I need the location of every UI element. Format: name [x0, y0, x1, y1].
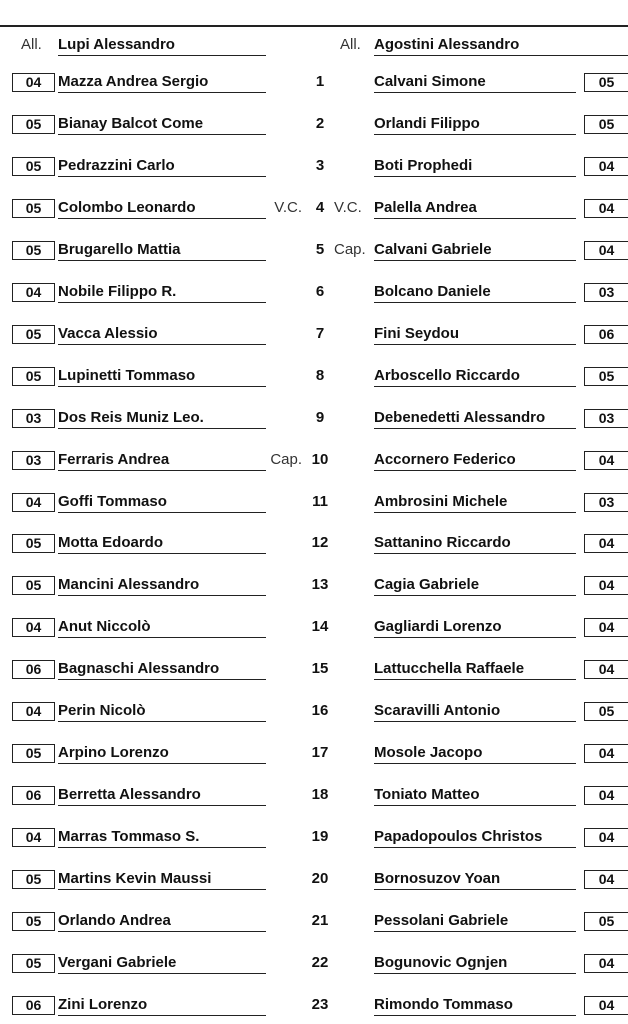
away-player-name: Bogunovic Ognjen — [374, 954, 576, 974]
player-row — [0, 155, 628, 181]
away-player-name: Ambrosini Michele — [374, 493, 576, 513]
away-player-role: Cap. — [334, 241, 366, 258]
home-player-code: 05 — [12, 912, 55, 931]
home-player-code: 04 — [12, 73, 55, 92]
player-row — [0, 616, 628, 642]
player-row — [0, 952, 628, 978]
player-row — [0, 71, 628, 97]
player-row — [0, 994, 628, 1020]
away-player-code: 05 — [584, 912, 628, 931]
home-player-name: Berretta Alessandro — [58, 786, 266, 806]
away-player-name: Lattucchella Raffaele — [374, 660, 576, 680]
away-player-name: Gagliardi Lorenzo — [374, 618, 576, 638]
home-player-name: Nobile Filippo R. — [58, 283, 266, 303]
home-player-code: 03 — [12, 451, 55, 470]
shirt-number: 18 — [311, 786, 329, 803]
away-player-code: 03 — [584, 283, 628, 302]
home-player-name: Brugarello Mattia — [58, 241, 266, 261]
home-player-name: Marras Tommaso S. — [58, 828, 266, 848]
away-player-name: Boti Prophedi — [374, 157, 576, 177]
away-player-code: 04 — [584, 660, 628, 679]
home-player-code: 04 — [12, 493, 55, 512]
away-player-code: 05 — [584, 115, 628, 134]
away-player-name: Bolcano Daniele — [374, 283, 576, 303]
player-row — [0, 323, 628, 349]
away-player-code: 04 — [584, 576, 628, 595]
player-row — [0, 868, 628, 894]
home-player-code: 05 — [12, 325, 55, 344]
home-player-name: Dos Reis Muniz Leo. — [58, 409, 266, 429]
shirt-number: 1 — [315, 73, 325, 90]
shirt-number: 21 — [311, 912, 329, 929]
away-player-name: Orlandi Filippo — [374, 115, 576, 135]
away-player-code: 04 — [584, 451, 628, 470]
shirt-number: 5 — [315, 241, 325, 258]
away-player-name: Sattanino Riccardo — [374, 534, 576, 554]
shirt-number: 14 — [311, 618, 329, 635]
home-player-code: 05 — [12, 115, 55, 134]
home-player-code: 05 — [12, 534, 55, 553]
home-player-code: 05 — [12, 576, 55, 595]
away-player-code: 04 — [584, 199, 628, 218]
shirt-number: 16 — [311, 702, 329, 719]
shirt-number: 11 — [312, 493, 328, 510]
home-player-name: Pedrazzini Carlo — [58, 157, 266, 177]
home-player-code: 04 — [12, 828, 55, 847]
away-player-code: 05 — [584, 73, 628, 92]
coaches-row — [0, 34, 628, 58]
away-player-code: 03 — [584, 409, 628, 428]
home-player-name: Motta Edoardo — [58, 534, 266, 554]
away-player-code: 03 — [584, 493, 628, 512]
away-player-name: Rimondo Tommaso — [374, 996, 576, 1016]
home-player-role: Cap. — [270, 451, 302, 468]
shirt-number: 2 — [315, 115, 325, 132]
player-row — [0, 532, 628, 558]
away-player-name: Calvani Gabriele — [374, 241, 576, 261]
away-player-code: 04 — [584, 870, 628, 889]
shirt-number: 19 — [311, 828, 329, 845]
shirt-number: 4 — [315, 199, 325, 216]
shirt-number: 10 — [311, 451, 329, 468]
away-player-name: Mosole Jacopo — [374, 744, 576, 764]
away-player-name: Cagia Gabriele — [374, 576, 576, 596]
home-player-code: 03 — [12, 409, 55, 428]
player-row — [0, 365, 628, 391]
shirt-number: 3 — [315, 157, 325, 174]
shirt-number: 12 — [311, 534, 329, 551]
away-player-code: 04 — [584, 534, 628, 553]
home-player-code: 06 — [12, 660, 55, 679]
home-player-name: Lupinetti Tommaso — [58, 367, 266, 387]
home-player-name: Zini Lorenzo — [58, 996, 266, 1016]
home-player-code: 05 — [12, 157, 55, 176]
away-player-name: Scaravilli Antonio — [374, 702, 576, 722]
away-player-name: Debenedetti Alessandro — [374, 409, 576, 429]
away-player-role: V.C. — [334, 199, 362, 216]
home-player-code: 05 — [12, 367, 55, 386]
player-row — [0, 784, 628, 810]
player-row — [0, 407, 628, 433]
player-row — [0, 700, 628, 726]
away-player-code: 04 — [584, 828, 628, 847]
away-player-code: 05 — [584, 702, 628, 721]
player-row — [0, 910, 628, 936]
away-player-name: Calvani Simone — [374, 73, 576, 93]
away-player-name: Accornero Federico — [374, 451, 576, 471]
away-coach-label: All. — [340, 36, 361, 53]
home-player-name: Arpino Lorenzo — [58, 744, 266, 764]
shirt-number: 9 — [315, 409, 325, 426]
away-player-name: Fini Seydou — [374, 325, 576, 345]
home-player-name: Colombo Leonardo — [58, 199, 266, 219]
home-player-code: 04 — [12, 702, 55, 721]
player-row — [0, 281, 628, 307]
shirt-number: 8 — [315, 367, 325, 384]
home-player-code: 06 — [12, 786, 55, 805]
away-player-code: 04 — [584, 954, 628, 973]
player-row — [0, 239, 628, 265]
player-row — [0, 826, 628, 852]
home-player-name: Goffi Tommaso — [58, 493, 266, 513]
player-row — [0, 491, 628, 517]
home-player-name: Anut Niccolò — [58, 618, 266, 638]
home-player-name: Vacca Alessio — [58, 325, 266, 345]
player-row — [0, 449, 628, 475]
home-player-name: Ferraris Andrea — [58, 451, 266, 471]
shirt-number: 13 — [311, 576, 329, 593]
home-player-name: Perin Nicolò — [58, 702, 266, 722]
away-player-code: 04 — [584, 618, 628, 637]
away-player-name: Papadopoulos Christos — [374, 828, 576, 848]
away-player-name: Bornosuzov Yoan — [374, 870, 576, 890]
home-player-name: Mazza Andrea Sergio — [58, 73, 266, 93]
away-coach-name: Agostini Alessandro — [374, 36, 628, 56]
home-player-name: Vergani Gabriele — [58, 954, 266, 974]
player-row — [0, 742, 628, 768]
player-row — [0, 197, 628, 223]
home-player-code: 06 — [12, 996, 55, 1015]
away-player-code: 04 — [584, 157, 628, 176]
player-row — [0, 113, 628, 139]
away-player-code: 05 — [584, 367, 628, 386]
away-player-name: Toniato Matteo — [374, 786, 576, 806]
shirt-number: 15 — [311, 660, 329, 677]
away-player-code: 06 — [584, 325, 628, 344]
away-player-code: 04 — [584, 744, 628, 763]
shirt-number: 23 — [311, 996, 329, 1013]
player-row — [0, 658, 628, 684]
home-player-role: V.C. — [274, 199, 302, 216]
home-player-code: 05 — [12, 241, 55, 260]
home-player-code: 04 — [12, 618, 55, 637]
home-player-code: 04 — [12, 283, 55, 302]
home-player-name: Bagnaschi Alessandro — [58, 660, 266, 680]
home-player-name: Mancini Alessandro — [58, 576, 266, 596]
away-player-name: Arboscello Riccardo — [374, 367, 576, 387]
home-player-code: 05 — [12, 744, 55, 763]
shirt-number: 7 — [315, 325, 325, 342]
shirt-number: 22 — [311, 954, 329, 971]
away-player-code: 04 — [584, 241, 628, 260]
home-player-name: Orlando Andrea — [58, 912, 266, 932]
home-player-code: 05 — [12, 199, 55, 218]
player-row — [0, 574, 628, 600]
shirt-number: 17 — [311, 744, 329, 761]
shirt-number: 20 — [311, 870, 329, 887]
away-player-name: Pessolani Gabriele — [374, 912, 576, 932]
home-player-name: Martins Kevin Maussi — [58, 870, 266, 890]
shirt-number: 6 — [315, 283, 325, 300]
home-player-name: Bianay Balcot Come — [58, 115, 266, 135]
home-player-code: 05 — [12, 954, 55, 973]
away-player-code: 04 — [584, 996, 628, 1015]
away-player-code: 04 — [584, 786, 628, 805]
home-player-code: 05 — [12, 870, 55, 889]
away-player-name: Palella Andrea — [374, 199, 576, 219]
home-coach-label: All. — [21, 36, 42, 53]
home-coach-name: Lupi Alessandro — [58, 36, 266, 56]
